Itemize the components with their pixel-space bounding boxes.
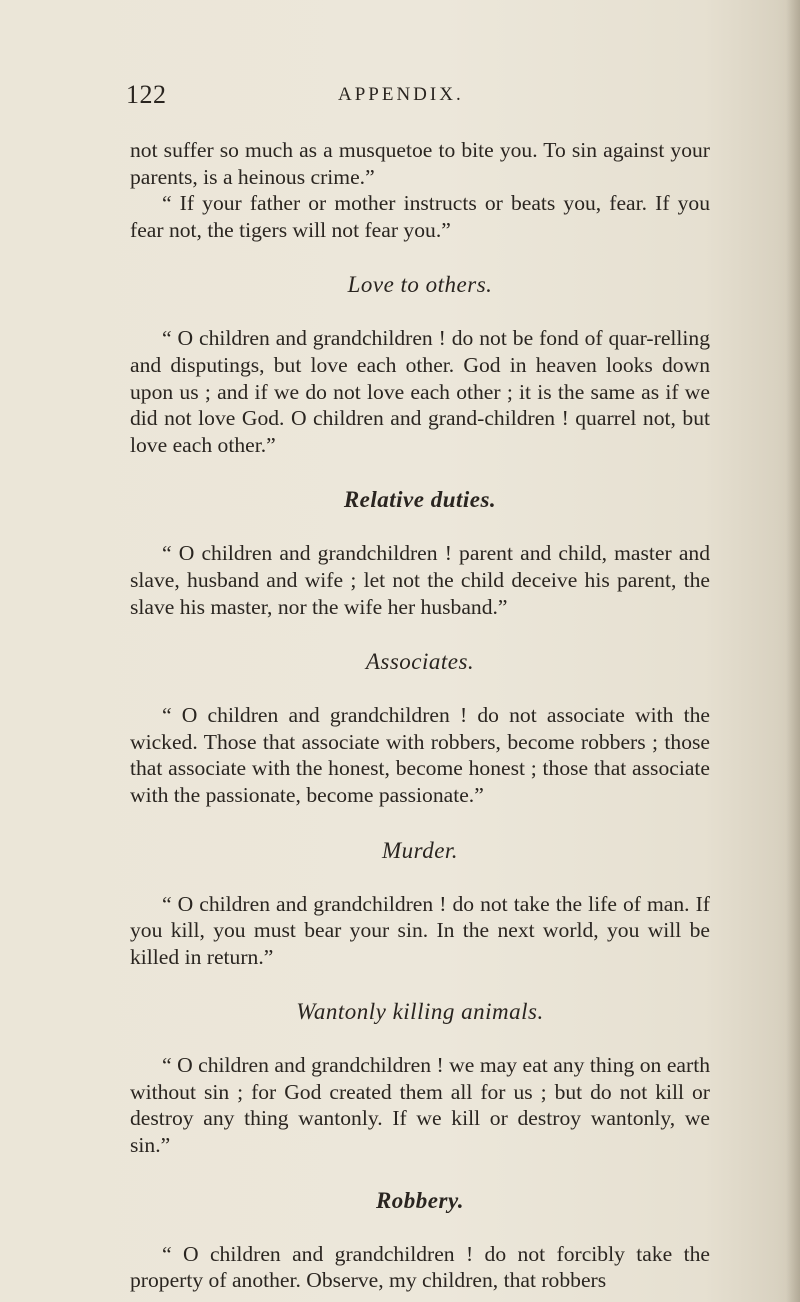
running-head: APPENDIX. bbox=[338, 84, 464, 105]
page-body bbox=[130, 137, 710, 1294]
section-heading-murder: Murder. bbox=[381, 837, 459, 863]
section-text-relative-duties: “ O children and grandchildren ! parent and child, master and slave, husband and wife ; let not the child deceive his parent, the slave his master, nor the wife her husband.” bbox=[130, 541, 710, 619]
section-heading-love-to-others: Love to others. bbox=[347, 272, 493, 298]
section-heading-relative-duties: Relative duties. bbox=[343, 487, 497, 513]
section-heading-robbery: Robbery. bbox=[375, 1187, 465, 1213]
page-edge-shadow bbox=[786, 0, 800, 1302]
section-text-wantonly-killing-animals: “ O children and grandchildren ! we may eat any thing on earth without sin ; for God created them all for us ; but do not kill or destroy any thing wantonly. If we kill or destroy wantonly, we sin.” bbox=[130, 1053, 710, 1158]
page-header bbox=[126, 78, 706, 118]
section-heading-wantonly-killing-animals: Wantonly killing animals. bbox=[296, 999, 544, 1025]
page-number: 122 bbox=[126, 80, 167, 109]
intro-paragraph: not suffer so much as a musquetoe to bite you. To sin against your parents, is a heinous crime.” bbox=[130, 138, 710, 189]
intro-paragraph: “ If your father or mother instructs or beats you, fear. If you fear not, the tigers will not fear you.” bbox=[130, 191, 710, 242]
section-text-love-to-others: “ O children and grandchildren ! do not be fond of quar-relling and disputings, but love each other. God in heaven looks down upon us ; and if we do not love each other ; it is the same as if we did not love God. O children and grand-children ! quarrel not, but love each other.” bbox=[130, 326, 710, 457]
section-text-robbery: “ O children and grandchildren ! do not forcibly take the property of another. Observe, my children, that robbers bbox=[130, 1241, 710, 1293]
section-text-associates: “ O children and grandchildren ! do not associate with the wicked. Those that associate with robbers, become robbers ; those that associate with the honest, become honest ; those that associate with the passionate, become passionate.” bbox=[130, 703, 710, 807]
section-heading-associates: Associates. bbox=[365, 649, 475, 675]
section-text-murder: “ O children and grandchildren ! do not take the life of man. If you kill, you must bear your sin. In the next world, you will be killed in return.” bbox=[130, 891, 710, 969]
